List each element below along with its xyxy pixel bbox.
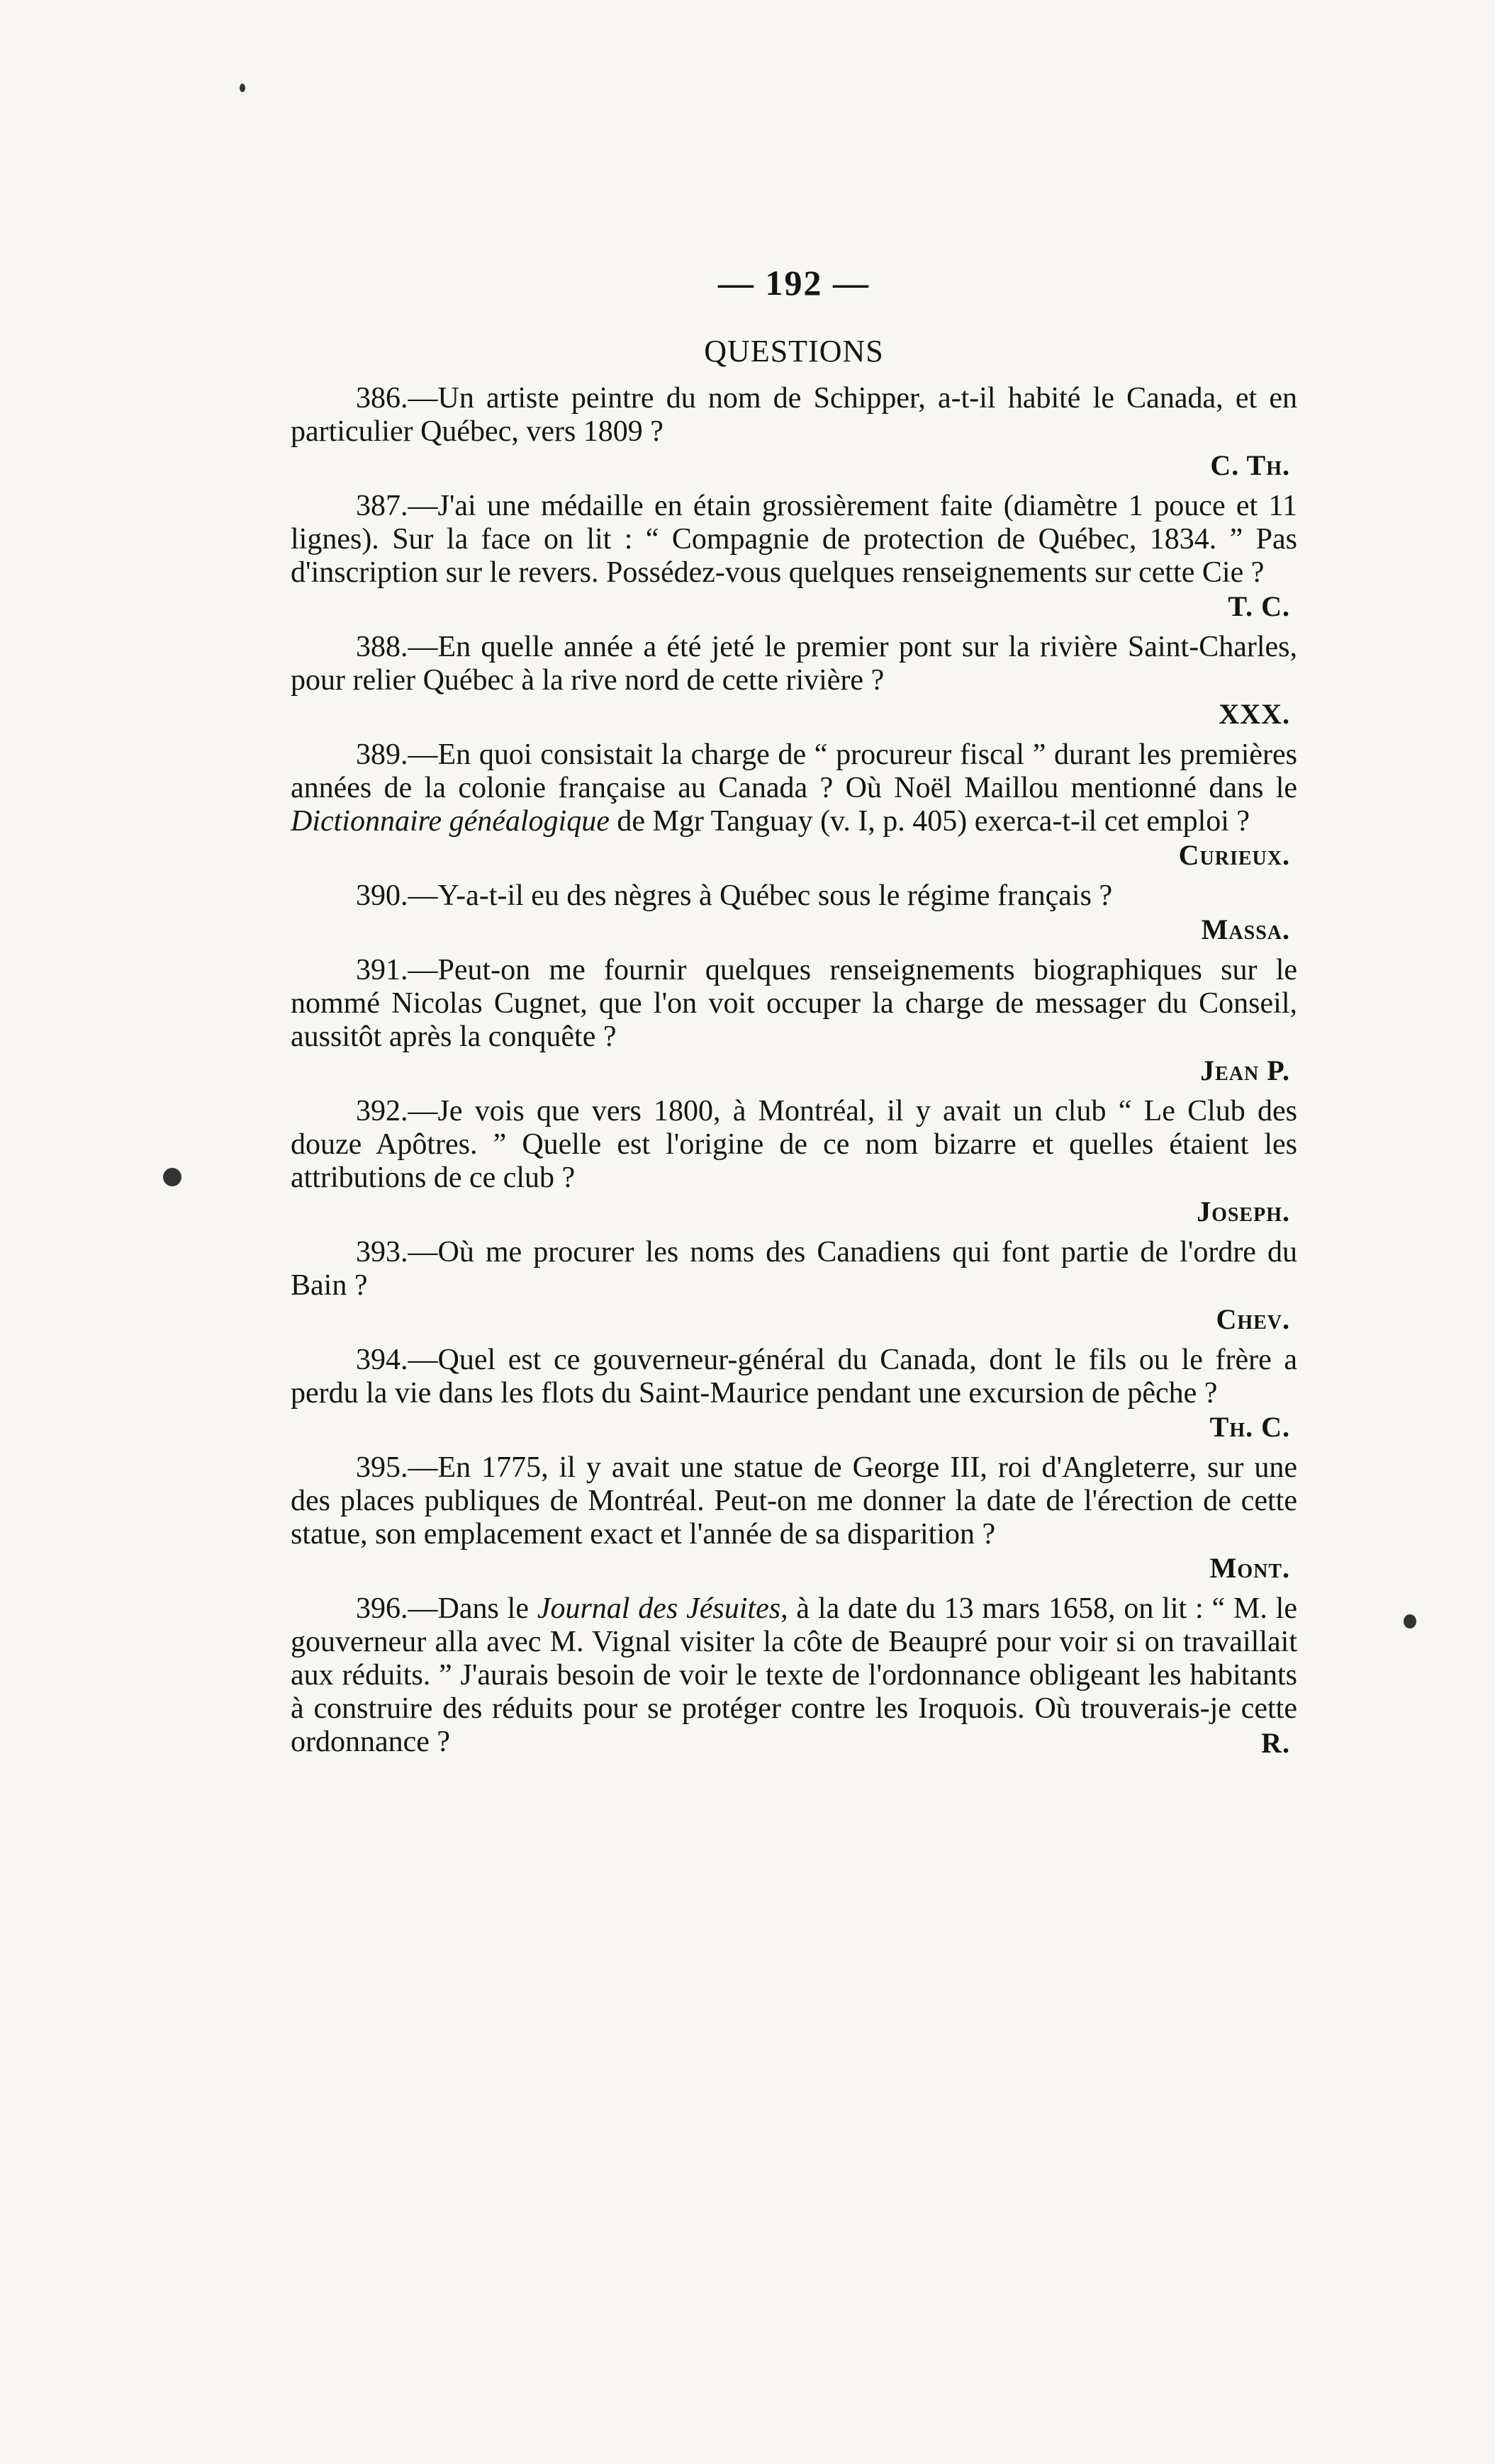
question-entry	[291, 954, 1297, 1088]
question-signature: R.	[1261, 1727, 1290, 1759]
question-text	[291, 382, 1297, 449]
text-run: 386.—Un artiste peintre du nom de Schipper, a-t-il habité le Canada, et en particulier Québec, vers 1809 ?	[291, 382, 1297, 448]
question-text	[291, 631, 1297, 697]
text-run: 389.—En quoi consistait la charge de “ procureur fiscal ” durant les premières années de la colonie française au Canada ? Où Noël Maillou mentionné dans le	[291, 738, 1297, 804]
text-run: 390.—Y-a-t-il eu des nègres à Québec sous le régime français ?	[356, 879, 1113, 912]
question-text	[291, 490, 1297, 590]
text-run: 396.—Dans le	[356, 1592, 537, 1625]
question-entry	[291, 490, 1297, 624]
ink-speck	[240, 84, 245, 92]
ink-speck	[1404, 1614, 1416, 1628]
question-entry	[291, 631, 1297, 731]
question-text	[291, 738, 1297, 838]
text-run: , à la date du 13 mars 1658, on lit : “ M. le gouverneur alla avec M. Vignal visiter la côte de Beaupré pour voir si on travaillait aux réduits. ” J'aurais besoin de voir le texte de l'ordonnance obligeant les habitants à construire des réduits pour se protéger contre les Iroquois. Où trouverais-je cette ordonnance ?	[291, 1592, 1297, 1758]
question-entry	[291, 1236, 1297, 1337]
italic-title: Journal des Jésuites	[537, 1592, 781, 1625]
question-text	[291, 1095, 1297, 1195]
question-signature: T. C.	[1228, 590, 1290, 622]
question-signature: Joseph.	[1197, 1196, 1290, 1227]
text-run: 392.—Je vois que vers 1800, à Montréal, il y avait un club “ Le Club des douze Apôtres. ” Quelle est l'origine de ce nom bizarre et quelles étaient les attributions de ce club ?	[291, 1095, 1297, 1194]
question-signature: XXX.	[1219, 698, 1290, 730]
text-run: 395.—En 1775, il y avait une statue de George III, roi d'Angleterre, sur une des places publiques de Montréal. Peut-on me donner la date de l'érection de cette statue, son emplacement exact et l'année de sa disparition ?	[291, 1451, 1297, 1551]
question-entry	[291, 738, 1297, 872]
question-signature: Mont.	[1209, 1552, 1290, 1584]
question-signature: Massa.	[1201, 913, 1290, 945]
italic-title: Dictionnaire généalogique	[291, 805, 610, 838]
text-run: 394.—Quel est ce gouverneur-général du Canada, dont le fils ou le frère a perdu la vie dans les flots du Saint-Maurice pendant une excursion de pêche ?	[291, 1344, 1297, 1410]
question-text	[291, 1236, 1297, 1303]
question-entry	[291, 1095, 1297, 1229]
text-run: de Mgr Tanguay (v. I, p. 405) exerca-t-il cet emploi ?	[609, 805, 1250, 838]
text-run: 391.—Peut-on me fournir quelques renseignements biographiques sur le nommé Nicolas Cugnet, que l'on voit occuper la charge de messager du Conseil, aussitôt après la conquête ?	[291, 954, 1297, 1053]
question-signature: Th. C.	[1209, 1411, 1290, 1443]
document-page	[291, 262, 1297, 1767]
question-entry	[291, 382, 1297, 483]
question-entry	[291, 1451, 1297, 1585]
ink-speck	[163, 1168, 181, 1186]
question-entry	[291, 1592, 1297, 1760]
section-title: QUESTIONS	[704, 334, 884, 369]
text-run: 393.—Où me procurer les noms des Canadiens qui font partie de l'ordre du Bain ?	[291, 1236, 1297, 1302]
question-signature: C. Th.	[1210, 449, 1290, 481]
question-signature: Chev.	[1216, 1303, 1290, 1335]
question-text	[291, 1451, 1297, 1551]
page-number: — 192 —	[718, 263, 870, 303]
question-text	[291, 954, 1297, 1054]
text-run: 388.—En quelle année a été jeté le premier pont sur la rivière Saint-Charles, pour relier Québec à la rive nord de cette rivière ?	[291, 631, 1297, 697]
question-text	[291, 1344, 1297, 1410]
question-entry	[291, 879, 1297, 947]
question-text	[291, 879, 1297, 913]
questions-list	[291, 382, 1297, 1760]
question-entry	[291, 1344, 1297, 1444]
question-signature: Jean P.	[1200, 1054, 1290, 1086]
question-signature: Curieux.	[1178, 839, 1290, 871]
text-run: 387.—J'ai une médaille en étain grossièrement faite (diamètre 1 pouce et 11 lignes). Sur la face on lit : “ Compagnie de protection de Québec, 1834. ” Pas d'inscription sur le revers. Possédez-vous quelques renseignements sur cette Cie ?	[291, 490, 1297, 589]
